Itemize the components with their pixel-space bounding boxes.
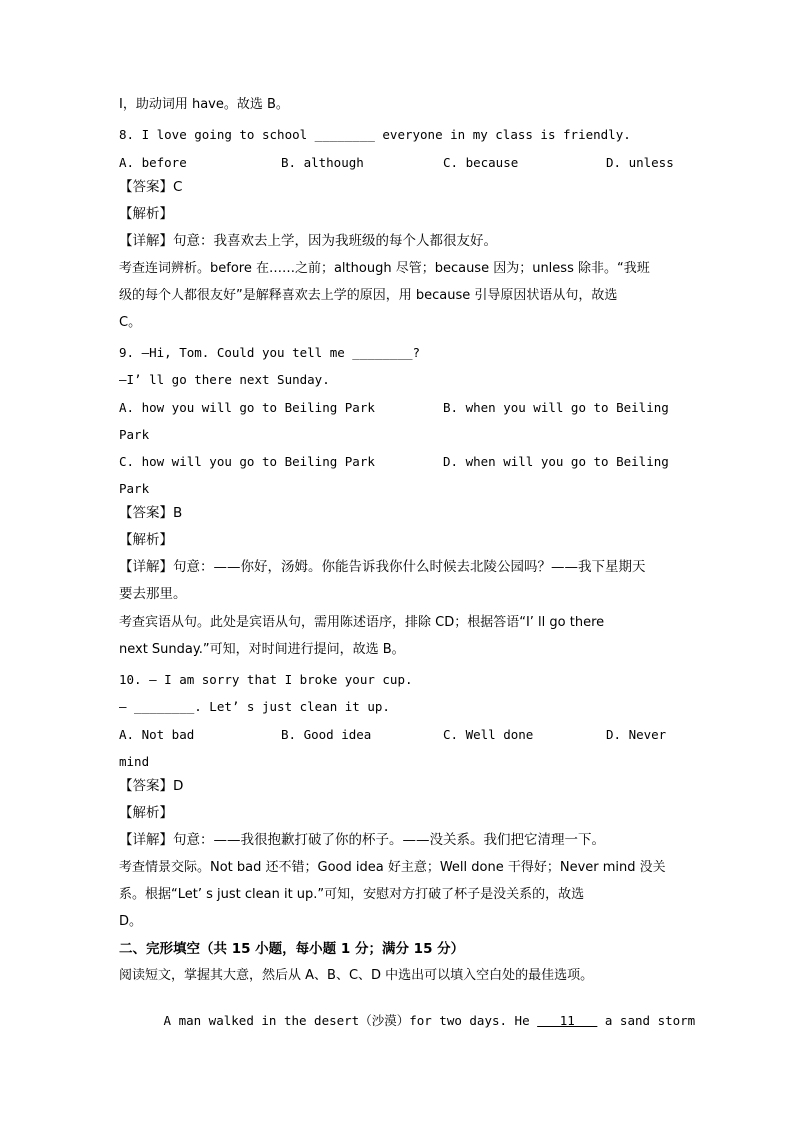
- question-9: 9. —Hi, Tom. Could you tell me ________?: [119, 345, 421, 360]
- option-continuation: Park: [119, 481, 150, 496]
- option-b: B. when you will go to Beiling: [443, 400, 669, 415]
- explanation-line: 系。根据“Let’ s just clean it up.”可知，安慰对方打破了杯子是没关系的，故选: [119, 887, 585, 902]
- option-b: B. Good idea: [281, 727, 372, 742]
- detail-explanation: 要去那里。: [119, 586, 187, 602]
- option-a: A. how you will go to Beiling Park: [119, 400, 375, 415]
- explanation-line: C。: [119, 315, 142, 330]
- option-b: B. although: [281, 155, 364, 170]
- explanation-line: 考查宾语从句。此处是宾语从句，需用陈述语序，排除 CD；根据答语“I’ ll go there: [119, 615, 605, 630]
- option-d: D. when will you go to Beiling: [443, 454, 669, 469]
- detail-explanation: 【详解】句意：——你好，汤姆。你能告诉我你什么时候去北陵公园吗？——我下星期天: [119, 559, 646, 575]
- option-c: C. because: [443, 155, 519, 170]
- explanation-line: 考查情景交际。Not bad 还不错；Good idea 好主意；Well done 干得好；Never mind 没关: [119, 860, 666, 875]
- option-continuation: mind: [119, 754, 150, 769]
- section-heading: 二、完形填空（共 15 小题，每小题 1 分；满分 15 分）: [119, 941, 465, 957]
- text-line: I，助动词用 have。故选 B。: [119, 97, 289, 112]
- blank-11: 11: [537, 1013, 598, 1028]
- explanation-line: 考查连词辨析。before 在……之前；although 尽管；because 因为；unless 除非。“我班: [119, 261, 650, 276]
- option-d: D. unless: [606, 155, 674, 170]
- explanation-line: 级的每个人都很友好”是解释喜欢去上学的原因，用 because 引导原因状语从句，故选: [119, 288, 618, 303]
- passage-line: [147, 997, 695, 1046]
- passage-text: A man walked in the desert（沙漠）for two days. He: [163, 1013, 538, 1028]
- answer-label: 【答案】D: [119, 778, 184, 794]
- answer-label: 【答案】B: [119, 505, 183, 521]
- question-8: 8. I love going to school ________ everyone in my class is friendly.: [119, 127, 631, 142]
- detail-explanation: 【详解】句意：我喜欢去上学，因为我班级的每个人都很友好。: [119, 233, 497, 249]
- analysis-label: 【解析】: [119, 805, 173, 821]
- option-c: C. Well done: [443, 727, 534, 742]
- option-a: A. Not bad: [119, 727, 195, 742]
- passage-text: a sand storm: [597, 1013, 696, 1028]
- section-instructions: 阅读短文，掌握其大意，然后从 A、B、C、D 中选出可以填入空白处的最佳选项。: [119, 968, 594, 983]
- analysis-label: 【解析】: [119, 532, 173, 548]
- explanation-line: D。: [119, 914, 143, 929]
- option-c: C. how will you go to Beiling Park: [119, 454, 375, 469]
- option-continuation: Park: [119, 427, 150, 442]
- question-9-reply: —I’ ll go there next Sunday.: [119, 372, 330, 387]
- question-10: 10. — I am sorry that I broke your cup.: [119, 672, 413, 687]
- option-a: A. before: [119, 155, 187, 170]
- question-10-reply: — ________. Let’ s just clean it up.: [119, 699, 390, 714]
- analysis-label: 【解析】: [119, 206, 173, 222]
- explanation-line: next Sunday.”可知，对时间进行提问，故选 B。: [119, 642, 405, 657]
- option-d: D. Never: [606, 727, 667, 742]
- detail-explanation: 【详解】句意：——我很抱歉打破了你的杯子。——没关系。我们把它清理一下。: [119, 832, 605, 848]
- answer-label: 【答案】C: [119, 179, 183, 195]
